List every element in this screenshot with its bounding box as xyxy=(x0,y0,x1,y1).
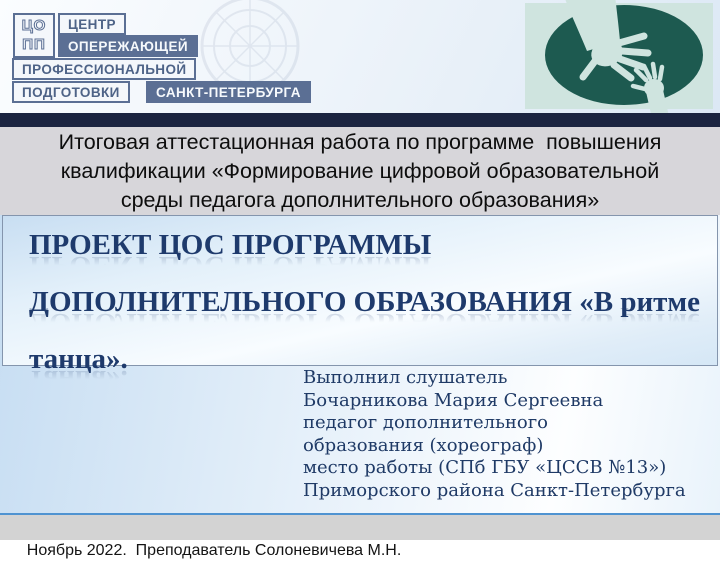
logo-tag-city: САНКТ-ПЕТЕРБУРГА xyxy=(146,81,311,103)
author-line: педагог дополнительного xyxy=(303,412,549,434)
footer-text: Ноябрь 2022. Преподаватель Солоневичева М.Н. xyxy=(26,542,402,559)
header xyxy=(0,0,720,113)
author-block xyxy=(303,367,686,503)
adult-and-child-hands-icon xyxy=(525,3,713,109)
slide-title-line: танца». xyxy=(29,343,128,375)
logo-tag-training: ПОДГОТОВКИ xyxy=(12,81,130,103)
program-banner xyxy=(0,127,720,215)
slide-title-line: ДОПОЛНИТЕЛЬНОГО ОБРАЗОВАНИЯ «В ритме xyxy=(29,286,701,318)
banner-line: квалификации «Формирование цифровой образовательной xyxy=(60,158,660,183)
main-area xyxy=(0,215,720,513)
copp-logo xyxy=(0,0,330,113)
hands-logo xyxy=(525,3,713,109)
footer-bar xyxy=(0,513,720,559)
banner-line: Итоговая аттестационная работа по программе повышения xyxy=(58,129,662,154)
author-line: Бочарникова Мария Сергеевна xyxy=(303,389,604,411)
author-line: образования (хореограф) xyxy=(303,434,544,456)
logo-tag-advanced: ОПЕРЕЖАЮЩЕЙ xyxy=(58,35,198,57)
logo-tag-professional: ПРОФЕССИОНАЛЬНОЙ xyxy=(12,58,196,80)
logo-tag-center: ЦЕНТР xyxy=(58,13,126,35)
slide-title-line: ПРОЕКТ ЦОС ПРОГРАММЫ xyxy=(29,229,432,261)
title-box xyxy=(2,215,718,375)
banner-line: среды педагога дополнительного образования» xyxy=(120,187,600,212)
copp-acronym-line: ЦО xyxy=(21,17,47,34)
copp-acronym-line: ПП xyxy=(22,36,46,53)
author-line: место работы (СПб ГБУ «ЦССВ №13») xyxy=(303,457,667,479)
author-line: Приморского района Санкт-Петербурга xyxy=(303,479,686,501)
copp-acronym xyxy=(13,13,55,58)
author-line: Выполнил слушатель xyxy=(303,367,508,388)
divider-bar xyxy=(0,113,720,127)
